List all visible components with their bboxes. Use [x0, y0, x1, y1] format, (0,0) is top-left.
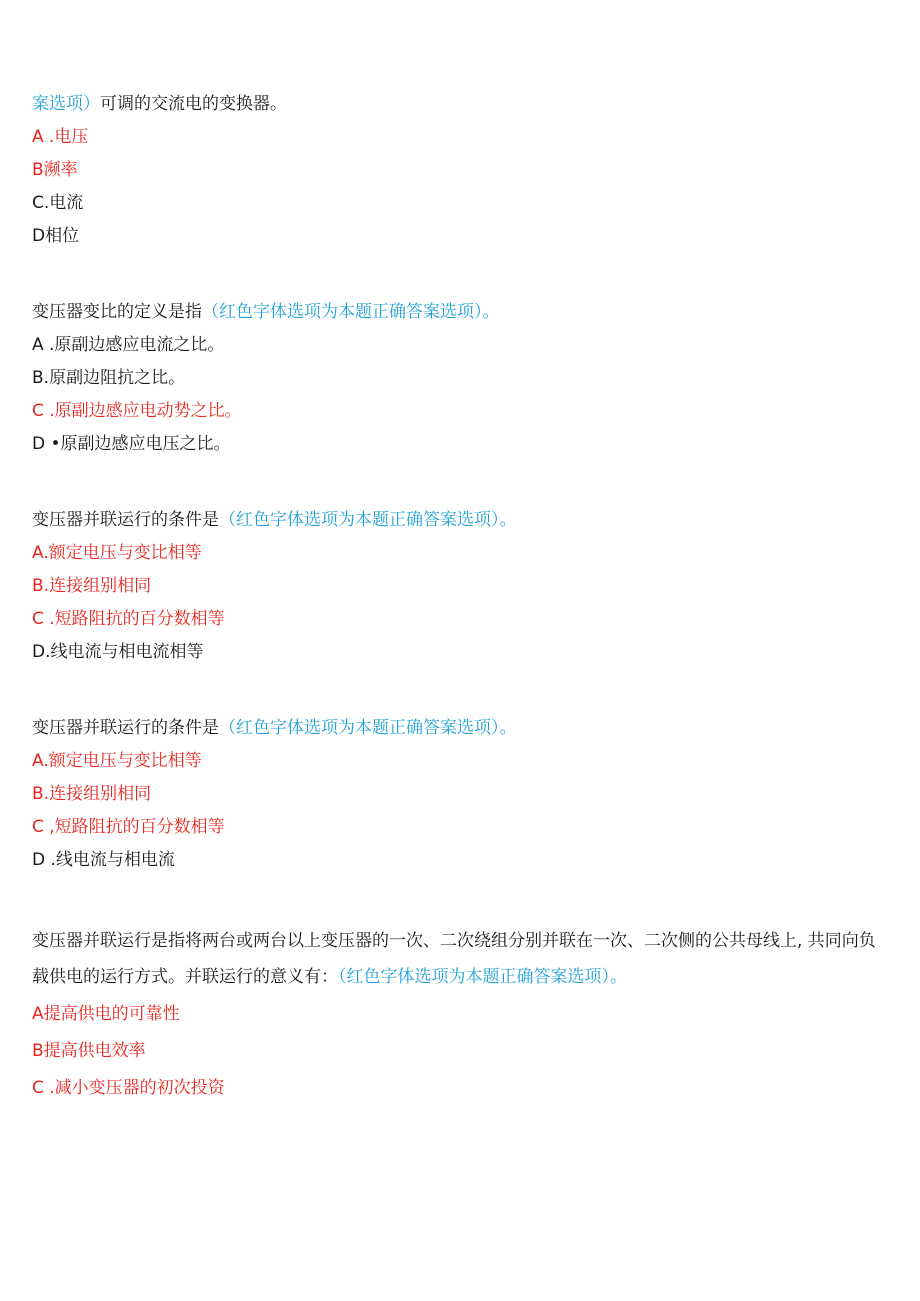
q4-option-d: D .线电流与相电流	[32, 850, 175, 870]
q2-option-a: A .原副边感应电流之比。	[32, 335, 225, 355]
q3-stem	[32, 508, 517, 532]
q1-stem	[32, 92, 287, 116]
q2-option-b: B.原副边阻抗之比。	[32, 368, 186, 388]
q2-stem-text: 变压器变比的定义是指	[32, 302, 202, 322]
q2-option-d: D •原副边感应电压之比。	[32, 434, 231, 454]
q3-option-a: A.额定电压与变比相等	[32, 543, 202, 563]
q1-option-c: C.电流	[32, 193, 84, 213]
q5-stem-line2	[32, 965, 627, 989]
q4-option-a: A.额定电压与变比相等	[32, 751, 202, 771]
q5-option-a: A提高供电的可靠性	[32, 1004, 180, 1024]
q1-stem-text: 可调的交流电的变换器。	[100, 94, 287, 114]
q2-hint-text: （红色字体选项为本题正确答案选项）。	[202, 302, 500, 322]
q1-option-d: D相位	[32, 226, 80, 246]
q1-option-a: A .电压	[32, 127, 89, 147]
q1-hint-text: 案选项）	[32, 94, 100, 114]
q4-stem-text: 变压器并联运行的条件是	[32, 718, 219, 738]
q3-option-c: C .短路阻抗的百分数相等	[32, 609, 225, 629]
q5-hint-text: （红色字体选项为本题正确答案选项）。	[338, 967, 627, 987]
q4-option-c: C ,短路阻抗的百分数相等	[32, 817, 225, 837]
q2-option-c: C .原副边感应电动势之比。	[32, 401, 242, 421]
q5-option-c: C .减小变压器的初次投资	[32, 1078, 225, 1098]
q4-stem	[32, 716, 517, 740]
q3-option-d: D.线电流与相电流相等	[32, 642, 204, 662]
q2-stem	[32, 300, 500, 324]
q5-stem-line1: 变压器并联运行是指将两台或两台以上变压器的一次、二次绕组分别并联在一次、二次侧的公共母线上, 共同向负	[32, 931, 876, 951]
q4-hint-text: （红色字体选项为本题正确答案选项）。	[219, 718, 517, 738]
q3-hint-text: （红色字体选项为本题正确答案选项）。	[219, 510, 517, 530]
q3-stem-text: 变压器并联运行的条件是	[32, 510, 219, 530]
q5-option-b: B提高供电效率	[32, 1041, 146, 1061]
q5-stem-text: 载供电的运行方式。并联运行的意义有：	[32, 967, 338, 987]
q4-option-b: B.连接组别相同	[32, 784, 152, 804]
q1-option-b: B濒率	[32, 160, 78, 180]
q3-option-b: B.连接组别相同	[32, 576, 152, 596]
